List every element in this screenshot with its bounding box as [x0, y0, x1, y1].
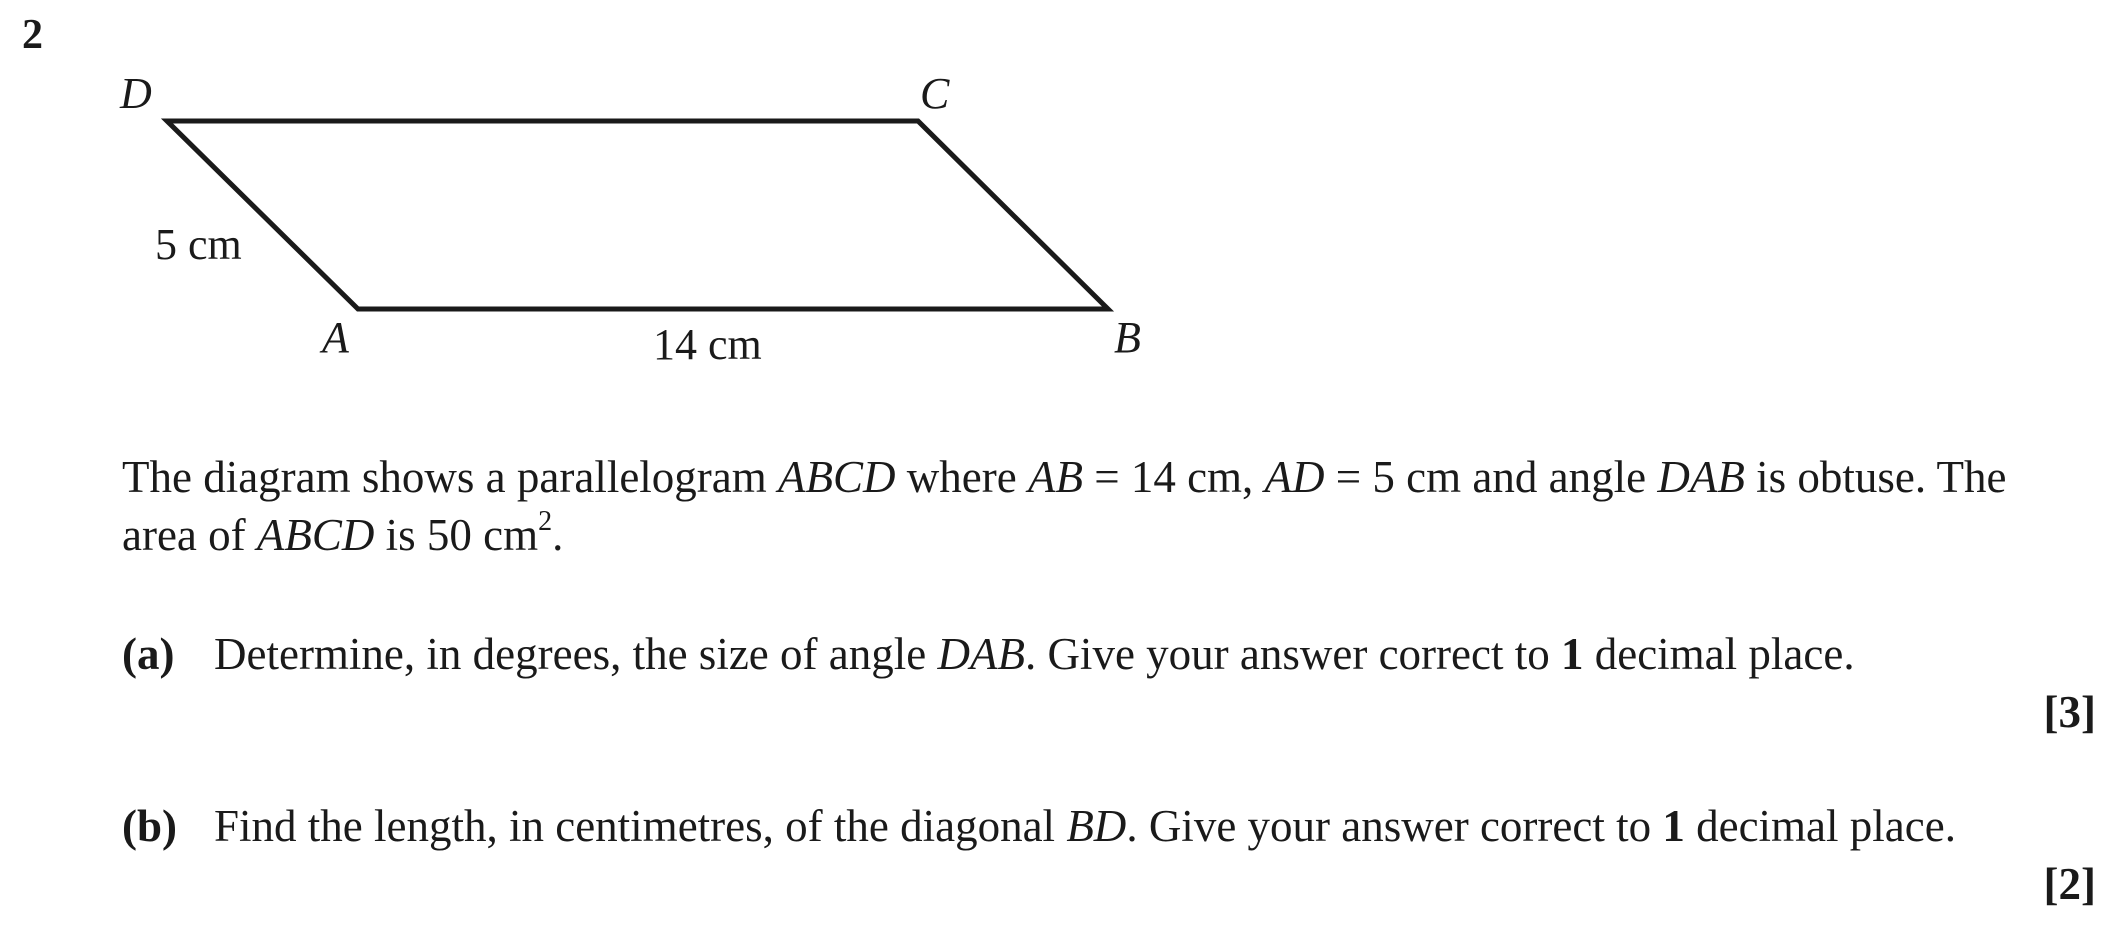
vertex-label-a: A: [322, 313, 349, 362]
vertex-label-d: D: [120, 69, 152, 118]
question-number: 2: [22, 12, 43, 58]
question-intro: The diagram shows a parallelogram ABCD where AB = 14 cm, AD = 5 cm and angle DAB is obtuse. The area of ABCD is 50 $cm^2$.: [122, 452, 2007, 560]
part-a-marks: [3]: [2043, 687, 2096, 737]
part-b-label: (b): [122, 801, 177, 851]
side-ab-label: 14 cm: [653, 320, 762, 369]
side-ad-label: 5 cm: [155, 220, 242, 269]
vertex-label-b: B: [1114, 313, 1141, 362]
part-a-text: Determine, in degrees, the size of angle DAB. Give your answer correct to 1 decimal place.: [214, 629, 1855, 679]
parallelogram-shape: [167, 121, 1108, 309]
part-b-text: Find the length, in centimetres, of the diagonal BD. Give your answer correct to 1 decimal place.: [214, 801, 1956, 851]
vertex-label-c: C: [920, 69, 950, 118]
part-a-label: (a): [122, 629, 175, 679]
part-b-marks: [2]: [2043, 859, 2096, 909]
parallelogram-diagram: [0, 0, 2120, 420]
